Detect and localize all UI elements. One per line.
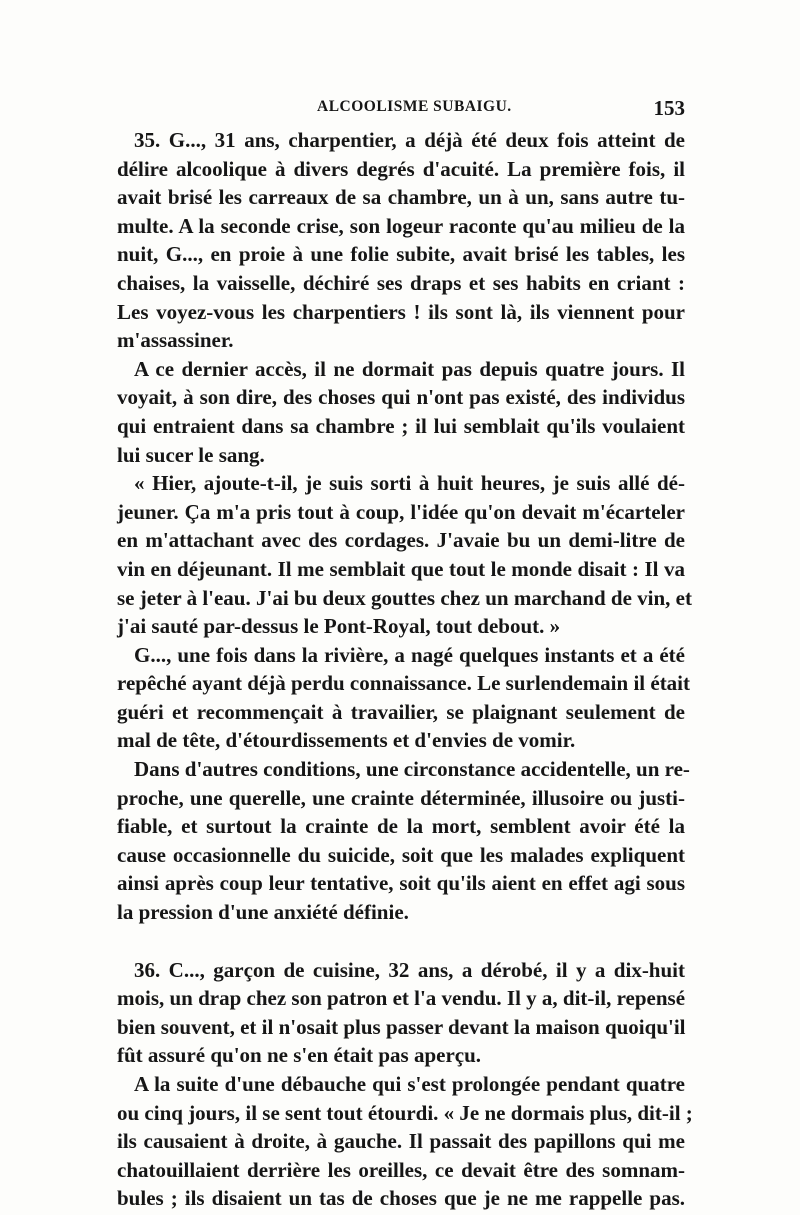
- text-line: fût assuré qu'on ne s'en était pas aperçu.: [117, 1043, 482, 1068]
- text-line: Les voyez-vous les charpentiers ! ils sont là, ils viennent pour: [117, 299, 685, 324]
- section-gap: [117, 927, 685, 956]
- text-line: guéri et recommençait à travailier, se plaignant seulement de: [117, 699, 685, 724]
- text-line: mal de tête, d'étourdissements et d'envies de vomir.: [117, 728, 576, 753]
- text-line: ainsi après coup leur tentative, soit qu'ils aient en effet agi sous: [117, 871, 685, 896]
- running-title: ALCOOLISME SUBAIGU.: [317, 98, 512, 115]
- text-line: repêché ayant déjà perdu connaissance. Le surlendemain il était: [117, 671, 691, 696]
- text-line: Dans d'autres conditions, une circonstance accidentelle, un re-: [134, 757, 690, 782]
- paragraph: [117, 1070, 693, 1213]
- text-line: A ce dernier accès, il ne dormait pas depuis quatre jours. Il: [134, 356, 685, 381]
- text-line: vin en déjeunant. Il me semblait que tout le monde disait : Il va: [117, 556, 685, 581]
- text-line: j'ai sauté par-dessus le Pont-Royal, tout debout. »: [117, 614, 561, 639]
- paragraph: [117, 126, 685, 355]
- running-head: [117, 96, 685, 120]
- text-line: m'assassiner.: [117, 328, 234, 353]
- text-line: A la suite d'une débauche qui s'est prolongée pendant quatre: [134, 1072, 685, 1096]
- paragraph: [117, 755, 690, 927]
- text-line: voyait, à son dire, des choses qui n'ont pas existé, des individus: [117, 385, 685, 410]
- text-line: délire alcoolique à divers degrés d'acuité. La première fois, il: [117, 156, 685, 181]
- text-line: bules ; ils disaient un tas de choses que je ne me rappelle pas.: [117, 1186, 685, 1211]
- text-line: nuit, G..., en proie à une folie subite, avait brisé les tables, les: [117, 242, 685, 267]
- text-line: chatouillaient derrière les oreilles, ce devait être des somnam-: [117, 1157, 685, 1182]
- text-line: « Hier, ajoute-t-il, je suis sorti à huit heures, je suis allé dé-: [134, 471, 685, 496]
- text-line: mois, un drap chez son patron et l'a vendu. Il y a, dit-il, repensé: [117, 986, 686, 1011]
- text-line: lui sucer le sang.: [117, 442, 265, 467]
- body-text: [117, 126, 693, 1213]
- paragraph: [117, 956, 685, 1070]
- text-line: avait brisé les carreaux de sa chambre, un à un, sans autre tu-: [117, 185, 685, 210]
- text-line: jeuner. Ça m'a pris tout à coup, l'idée qu'on devait m'écarteler: [117, 499, 685, 524]
- text-line: cause occasionnelle du suicide, soit que les malades expliquent: [117, 842, 685, 867]
- text-line: fiable, et surtout la crainte de la mort, semblent avoir été la: [117, 814, 685, 839]
- text-line: 36. C..., garçon de cuisine, 32 ans, a dérobé, il y a dix-huit: [134, 957, 685, 982]
- paragraph: [117, 355, 685, 469]
- text-line: chaises, la vaisselle, déchiré ses draps et ses habits en criant :: [117, 270, 685, 295]
- text-line: en m'attachant avec des cordages. J'avaie bu un demi-litre de: [117, 528, 685, 553]
- text-line: la pression d'une anxiété définie.: [117, 900, 409, 925]
- text-line: multe. A la seconde crise, son logeur raconte qu'au milieu de la: [117, 213, 685, 238]
- text-line: proche, une querelle, une crainte déterminée, illusoire ou justi-: [117, 785, 685, 810]
- paragraph: [117, 469, 692, 641]
- text-line: G..., une fois dans la rivière, a nagé quelques instants et a été: [134, 642, 685, 667]
- text-line: bien souvent, et il n'osait plus passer devant la maison quoiqu'il: [117, 1014, 686, 1039]
- text-line: ou cinq jours, il se sent tout étourdi. « Je ne dormais plus, dit-il ;: [117, 1100, 693, 1125]
- page-number: 153: [653, 96, 685, 120]
- text-line: se jeter à l'eau. J'ai bu deux gouttes chez un marchand de vin, et: [117, 585, 692, 610]
- text-line: 35. G..., 31 ans, charpentier, a déjà été deux fois atteint de: [134, 128, 685, 152]
- text-line: qui entraient dans sa chambre ; il lui semblait qu'ils voulaient: [117, 413, 685, 438]
- text-line: ils causaient à droite, à gauche. Il passait des papillons qui me: [117, 1129, 685, 1154]
- paragraph: [117, 641, 691, 755]
